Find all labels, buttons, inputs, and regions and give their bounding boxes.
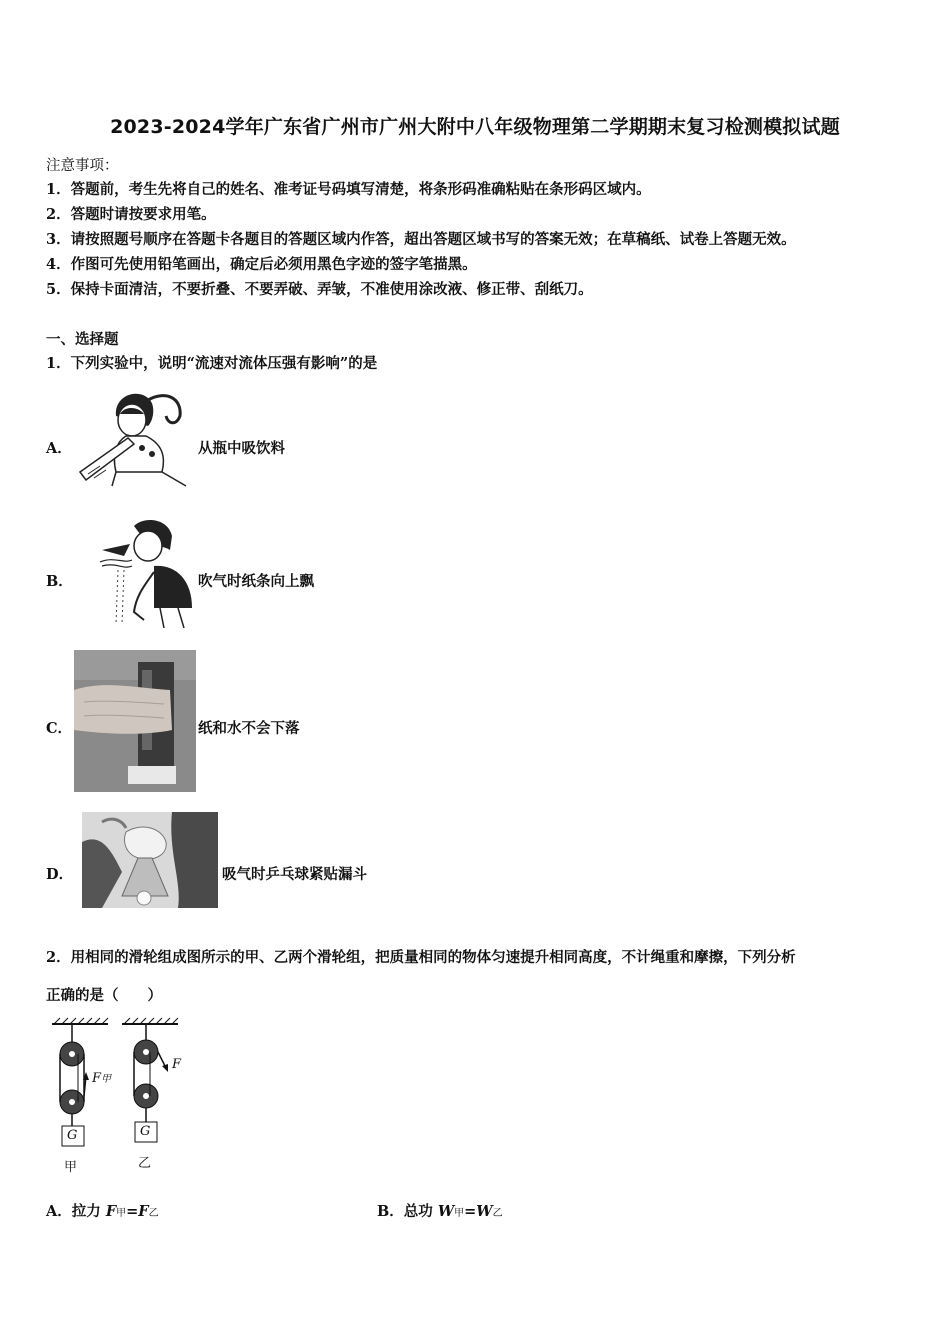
- section-heading: 一、选择题: [46, 331, 119, 348]
- girl-drinking-figure: [76, 386, 192, 488]
- question-2-stem: 2．用相同的滑轮组成图所示的甲、乙两个滑轮组，把质量相同的物体匀速提升相同高度，不计绳重和摩擦，下列分析: [46, 949, 796, 966]
- diagram-label-yi: 乙: [138, 1156, 152, 1171]
- option-b-letter: B．: [46, 573, 73, 590]
- question-2-option-a: A．拉力 F甲=F乙: [46, 1203, 159, 1220]
- notice-item: 5．保持卡面清洁，不要折叠、不要弄破、弄皱，不准使用涂改液、修正带、刮纸刀。: [46, 281, 593, 298]
- option-a-text: 从瓶中吸饮料: [198, 440, 285, 457]
- force-label-left: F甲: [92, 1071, 112, 1086]
- option-c-letter: C．: [46, 720, 73, 737]
- question-2-option-b: B．总功 W甲=W乙: [377, 1203, 503, 1220]
- option-d-letter: D．: [46, 866, 74, 883]
- question-1-stem: 1．下列实验中，说明“流速对流体压强有影响”的是: [46, 355, 378, 372]
- pulley-diagram: [46, 1016, 196, 1176]
- notice-item: 2．答题时请按要求用笔。: [46, 206, 216, 223]
- boy-blowing-figure: [94, 516, 196, 628]
- force-label-right: F: [172, 1057, 182, 1072]
- option-c-text: 纸和水不会下落: [198, 720, 300, 737]
- diagram-label-jia: 甲: [64, 1160, 78, 1175]
- question-2-stem-cont: 正确的是（ ）: [46, 987, 162, 1004]
- option-b-text: 吹气时纸条向上飘: [198, 573, 314, 590]
- weight-label-right: G: [140, 1124, 151, 1139]
- notice-item: 1．答题前，考生先将自己的姓名、准考证号码填写清楚，将条形码准确粘贴在条形码区域内。: [46, 181, 651, 198]
- page-title: 2023-2024学年广东省广州市广州大附中八年级物理第二学期期末复习检测模拟试题: [110, 116, 840, 138]
- notice-item: 3．请按照题号顺序在答题卡各题目的答题区域内作答，超出答题区域书写的答案无效；在草稿纸、试卷上答题无效。: [46, 231, 796, 248]
- notice-item: 4．作图可先使用铅笔画出，确定后必须用黑色字迹的签字笔描黑。: [46, 256, 477, 273]
- funnel-ball-photo: [82, 812, 218, 908]
- option-a-letter: A．: [46, 440, 72, 457]
- glass-paper-photo: [74, 650, 196, 792]
- weight-label-left: G: [67, 1128, 78, 1143]
- option-d-text: 吸气时乒乓球紧贴漏斗: [222, 866, 367, 883]
- notice-heading: 注意事项：: [46, 158, 119, 174]
